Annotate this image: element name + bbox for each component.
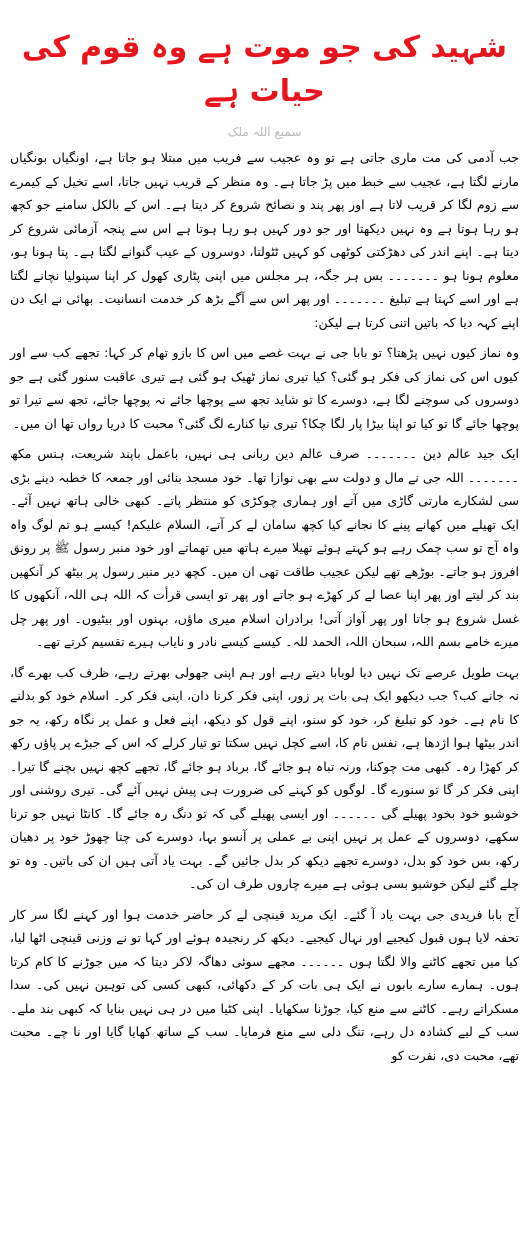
- paragraph: جب آدمی کی مت ماری جاتی ہے تو وہ عجیب سے فریب میں مبتلا ہو جاتا ہے، اونگیاں بونگیاں مارنے لگتا ہے، عجیب سے خبط میں پڑ جاتا ہے۔ وہ منظر کے قریب نہیں جاتا، اسے تخیل کے کیمرے سے زوم لگا کر قریب لاتا ہے اور پھر پند و نصائح شروع کر دیتا ہے۔ اس کے بالکل سامنے جو کچھ ہو رہا ہوتا ہے وہ نہیں دیکھتا اور جو دور کہیں ہو رہا ہوتا ہے اس سے پنجہ آزمائی شروع کر دیتا ہے۔ اپنے اندر کی دھڑکتی کوٹھی کو کہیں ٹٹولتا، دوسروں کے عیب گنوانے لگتا ہے۔ پتا ہونا ہو، معلوم ہونا ہو ۔۔۔۔۔۔۔ بس ہر جگہ، ہر مجلس میں اپنی پٹاری کھول کر اپنا سپنولیا نچانے لگتا ہے اور اسے کہتا ہے تبلیغ ۔۔۔۔۔۔۔ اور پھر اس سے آگے بڑھ کر خدمت انسانیت۔ بھائی نے ایک دن اپنے کہہ دیا کہ باتیں اتنی کرتا ہے لیکن:: [10, 150, 519, 330]
- article-body: [10, 146, 519, 1067]
- paragraph: آج بابا فریدی جی بہت یاد آ گئے۔ ایک مرید قینچی لے کر حاضر خدمت ہوا اور کہنے لگا سر کار تحفہ لایا ہوں قبول کیجیے اور نہال کیجیے۔ دیکھ کر رنجیدہ ہوئے اور کہا تو نے وزنی قینچی اٹھا لیا، کیا میں تجھے کاٹنے والا لگتا ہوں ۔۔۔۔۔۔ مجھے سوئی دھاگہ لاکر دیتا کہ میں جوڑنے کا کام کرتا ہوں۔ ہمارے سارے بابوں نے ایک ہی بات کر کے دکھائی، کبھی کسی کی توہین نہیں کی۔ سدا مسکراتے رہے۔ کاٹنے سے منع کیا، جوڑنا سکھایا۔ اپنی کٹیا میں در ہی نہیں بنایا کہ کبھی بند ملے۔ سب کے لیے کشادہ دل رہے، تنگ دلی سے منع فرمایا۔ سب کے ساتھ کھایا گایا اور نا چے۔ محبت تھے، محبت دی، نفرت کو: [10, 906, 519, 1063]
- article-page: [0, 26, 529, 1235]
- paragraph: وہ نماز کیوں نہیں پڑھتا؟ تو بابا جی نے بہت غصے میں اس کا بازو تھام کر کہا: تجھے کب سے اور کیوں اس کی نماز کی فکر ہو گئی؟ کیا تیری نماز ٹھیک ہو گئی ہے تیری عاقبت سنور گئی ہے جو دوسروں کی سوچنے لگا ہے، دوسرے کا تو شاید تجھ سے پوچھا جائے نہ پوچھا جائے، تجھ سے تیرا تو پوچھا جائے گا تو کیا تو اپنا بیڑا پار لگا چکا؟ تیری نیا کنارے لگ گئی؟ محبت کا دریا رواں تھا ان میں۔: [10, 345, 519, 431]
- author-byline: سمیع اللہ ملک: [227, 125, 302, 139]
- paragraph: بہت طویل عرصے تک نہیں دیا لوبابا دیتے رہے اور ہم اپنی جھولی بھرتے رہے، ظرف کب بھرے گا، نہ جانے کب؟ جب دیکھو ایک ہی بات پر زور، اپنی فکر کرنا دان، اپنی فکر کر۔ اسلام خود کو بدلنے کا نام ہے۔ خود کو تبلیغ کر، خود کو سنو، اپنے قول کو دیکھ، اپنے فعل و عمل پر نگاہ رکھ، یہ جو اندر بیٹھا ہوا اژدھا ہے، نفس نام کا، اسے کچل نہیں سکتا تو تیار کرلے کہ اس کے جبڑے پر پاؤں رکھ کر کھڑا رہ۔ کبھی مت چوکنا، ورنہ تباہ ہو جائے گا، برباد ہو جائے گا، تجھے کچھ نہیں بچنے گا تیرا۔ اپنی فکر کر گا تو سنورے گا۔ لوگوں کو کہنے کی ضرورت ہی پیش نہیں آئے گی۔ تیری روشنی اور خوشبو خود بخود پھیلے گی ۔۔۔۔۔۔ اور ایسی پھیلے گی کہ تو دنگ رہ جائے گا۔ کانٹا نہیں جو ترنا سکھے، دوسروں کے عمل پر نہیں اپنی بے عملی پر آنسو بہا، دوسرے کی چتا چھوڑ خود پر دھیان رکھ، بس خود کو بدل، دوسرے تجھے دیکھ کر بدل جائیں گے۔ بہت یاد آتی ہیں ان کی باتیں۔ وہ تو چلے گئے لیکن خوشبو بسی ہوئی ہے میرے چاروں طرف ان کی۔: [10, 664, 519, 891]
- article-title: شہید کی جو موت ہے وہ قوم کی حیات ہے: [21, 30, 508, 109]
- paragraph: ایک جید عالم دین ۔۔۔۔۔۔۔ صرف عالم دین ربانی ہی نہیں، باعمل باپند شریعت، ہنس مکھ ۔۔۔۔۔۔۔ اللہ جی نے مال و دولت سے بھی نوازا تھا۔ خود مسجد بنائی اور جمعہ کا خطبہ دینے بڑی سی لشکارے مارتی گاڑی میں آتے اور ہماری چوکڑی کو منتظر پاتے۔ کبھی خالی ہاتھ نہیں آئے۔ ایک تھیلے میں کھانے پینے کا نجانے کیا کچھ سامان لے کر آتے، السلام علیکم! کیسے ہو تم لوگ واہ واہ آج تو سب چمک رہے ہو کہتے ہوئے تھیلا میرے ہاتھ میں تھماتے اور خود منبر رسول ﷺ پر رونق افروز ہو جاتے۔ بوڑھے تھے لیکن عجیب طاقت تھی ان میں۔ کچھ دیر منبر رسول پر بیٹھ کر آنکھیں بند کر لیتے اور پھر اپنا عصا لے کر کھڑے ہو جاتے اور پھر تو ایسی قرأت کہ اللہ ہی اللہ، آنکھوں کا غسل شروع ہو جاتا اور پھر آواز آتی! برادران اسلام میری ماؤں، بہنوں اور بیٹیوں۔ اور پھر چل میرے خامے بسم اللہ، سبحان اللہ، الحمد للہ۔ کیسے کیسے نادر و نایاب ہیرے تقسیم کرتے تھے۔: [10, 446, 519, 649]
